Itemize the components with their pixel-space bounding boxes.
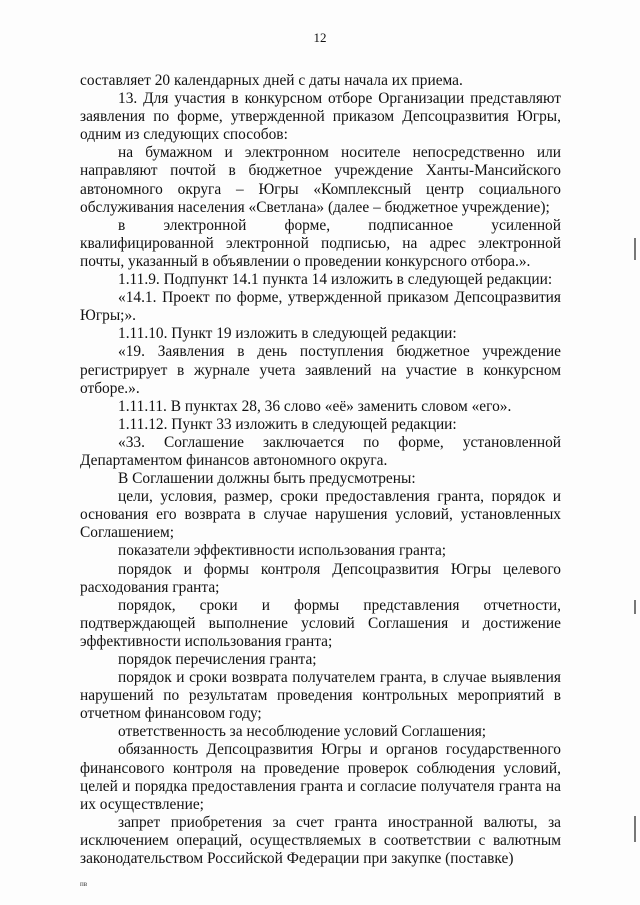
document-body xyxy=(80,72,561,868)
paragraph: «14.1. Проект по форме, утвержденной приказом Депсоцразвития Югры;». xyxy=(80,289,561,325)
scan-edge-mark xyxy=(634,600,636,614)
paragraph: «33. Соглашение заключается по форме, установленной Департаментом финансов автономного округа. xyxy=(80,433,561,469)
scan-edge-mark xyxy=(634,238,636,260)
paragraph: порядок, сроки и формы представления отчетности, подтверждающей выполнение условий Соглашения и достижение эффективности использования гранта; xyxy=(80,596,561,650)
paragraph: порядок и сроки возврата получателем гранта, в случае выявления нарушений по результатам проведения контрольных мероприятий в отчетном финансовом году; xyxy=(80,669,561,723)
paragraph: показатели эффективности использования гранта; xyxy=(118,542,447,560)
paragraph: 1.11.12. Пункт 33 изложить в следующей редакции: xyxy=(118,415,457,433)
paragraph: В Соглашении должны быть предусмотрены: xyxy=(118,470,416,488)
paragraph: 1.11.10. Пункт 19 изложить в следующей редакции: xyxy=(118,325,457,343)
page-number: 12 xyxy=(313,30,327,45)
paragraph: 13. Для участия в конкурсном отборе Организации представляют заявления по форме, утвержденной приказом Депсоцразвития Югры, одним из следующих способов: xyxy=(80,90,561,144)
paragraph: ответственность за несоблюдение условий Соглашения; xyxy=(118,723,487,741)
paragraph: «19. Заявления в день поступления бюджетное учреждение регистрирует в журнале учета заявлений на участие в конкурсном отборе.». xyxy=(80,343,561,397)
paragraph: цели, условия, размер, сроки предоставления гранта, порядок и основания его возврата в случае нарушения условий, установленных Соглашением; xyxy=(80,488,561,542)
paragraph: порядок перечисления гранта; xyxy=(118,651,317,668)
scan-edge-mark xyxy=(634,816,636,842)
paragraph: составляет 20 календарных дней с даты начала их приема. xyxy=(80,72,463,89)
paragraph: 1.11.9. Подпункт 14.1 пункта 14 изложить в следующей редакции: xyxy=(118,271,553,289)
footer-mark: пв xyxy=(80,880,88,888)
paragraph: 1.11.11. В пунктах 28, 36 слово «её» заменить словом «его». xyxy=(118,397,512,415)
paragraph: на бумажном и электронном носителе непосредственно или направляют почтой в бюджетное учреждение Ханты-Мансийского автономного округа – Югры «Комплексный центр социального обслуживания населения «Светлана» (далее – бюджетное учреждение); xyxy=(80,144,561,216)
paragraph: порядок и формы контроля Депсоцразвития Югры целевого расходования гранта; xyxy=(80,560,561,596)
paragraph: запрет приобретения за счет гранта иностранной валюты, за исключением операций, осуществляемых в соответствии с валютным законодательством Российской Федерации при закупке (поставке) xyxy=(80,813,561,868)
paragraph: в электронной форме, подписанное усиленной квалифицированной электронной подписью, на адрес электронной почты, указанный в объявлении о проведении конкурсного отбора.». xyxy=(80,216,561,270)
paragraph: обязанность Депсоцразвития Югры и органов государственного финансового контроля на проведение проверок соблюдения условий, целей и порядка предоставления гранта и согласие получателя гранта на их осуществление; xyxy=(80,741,561,813)
